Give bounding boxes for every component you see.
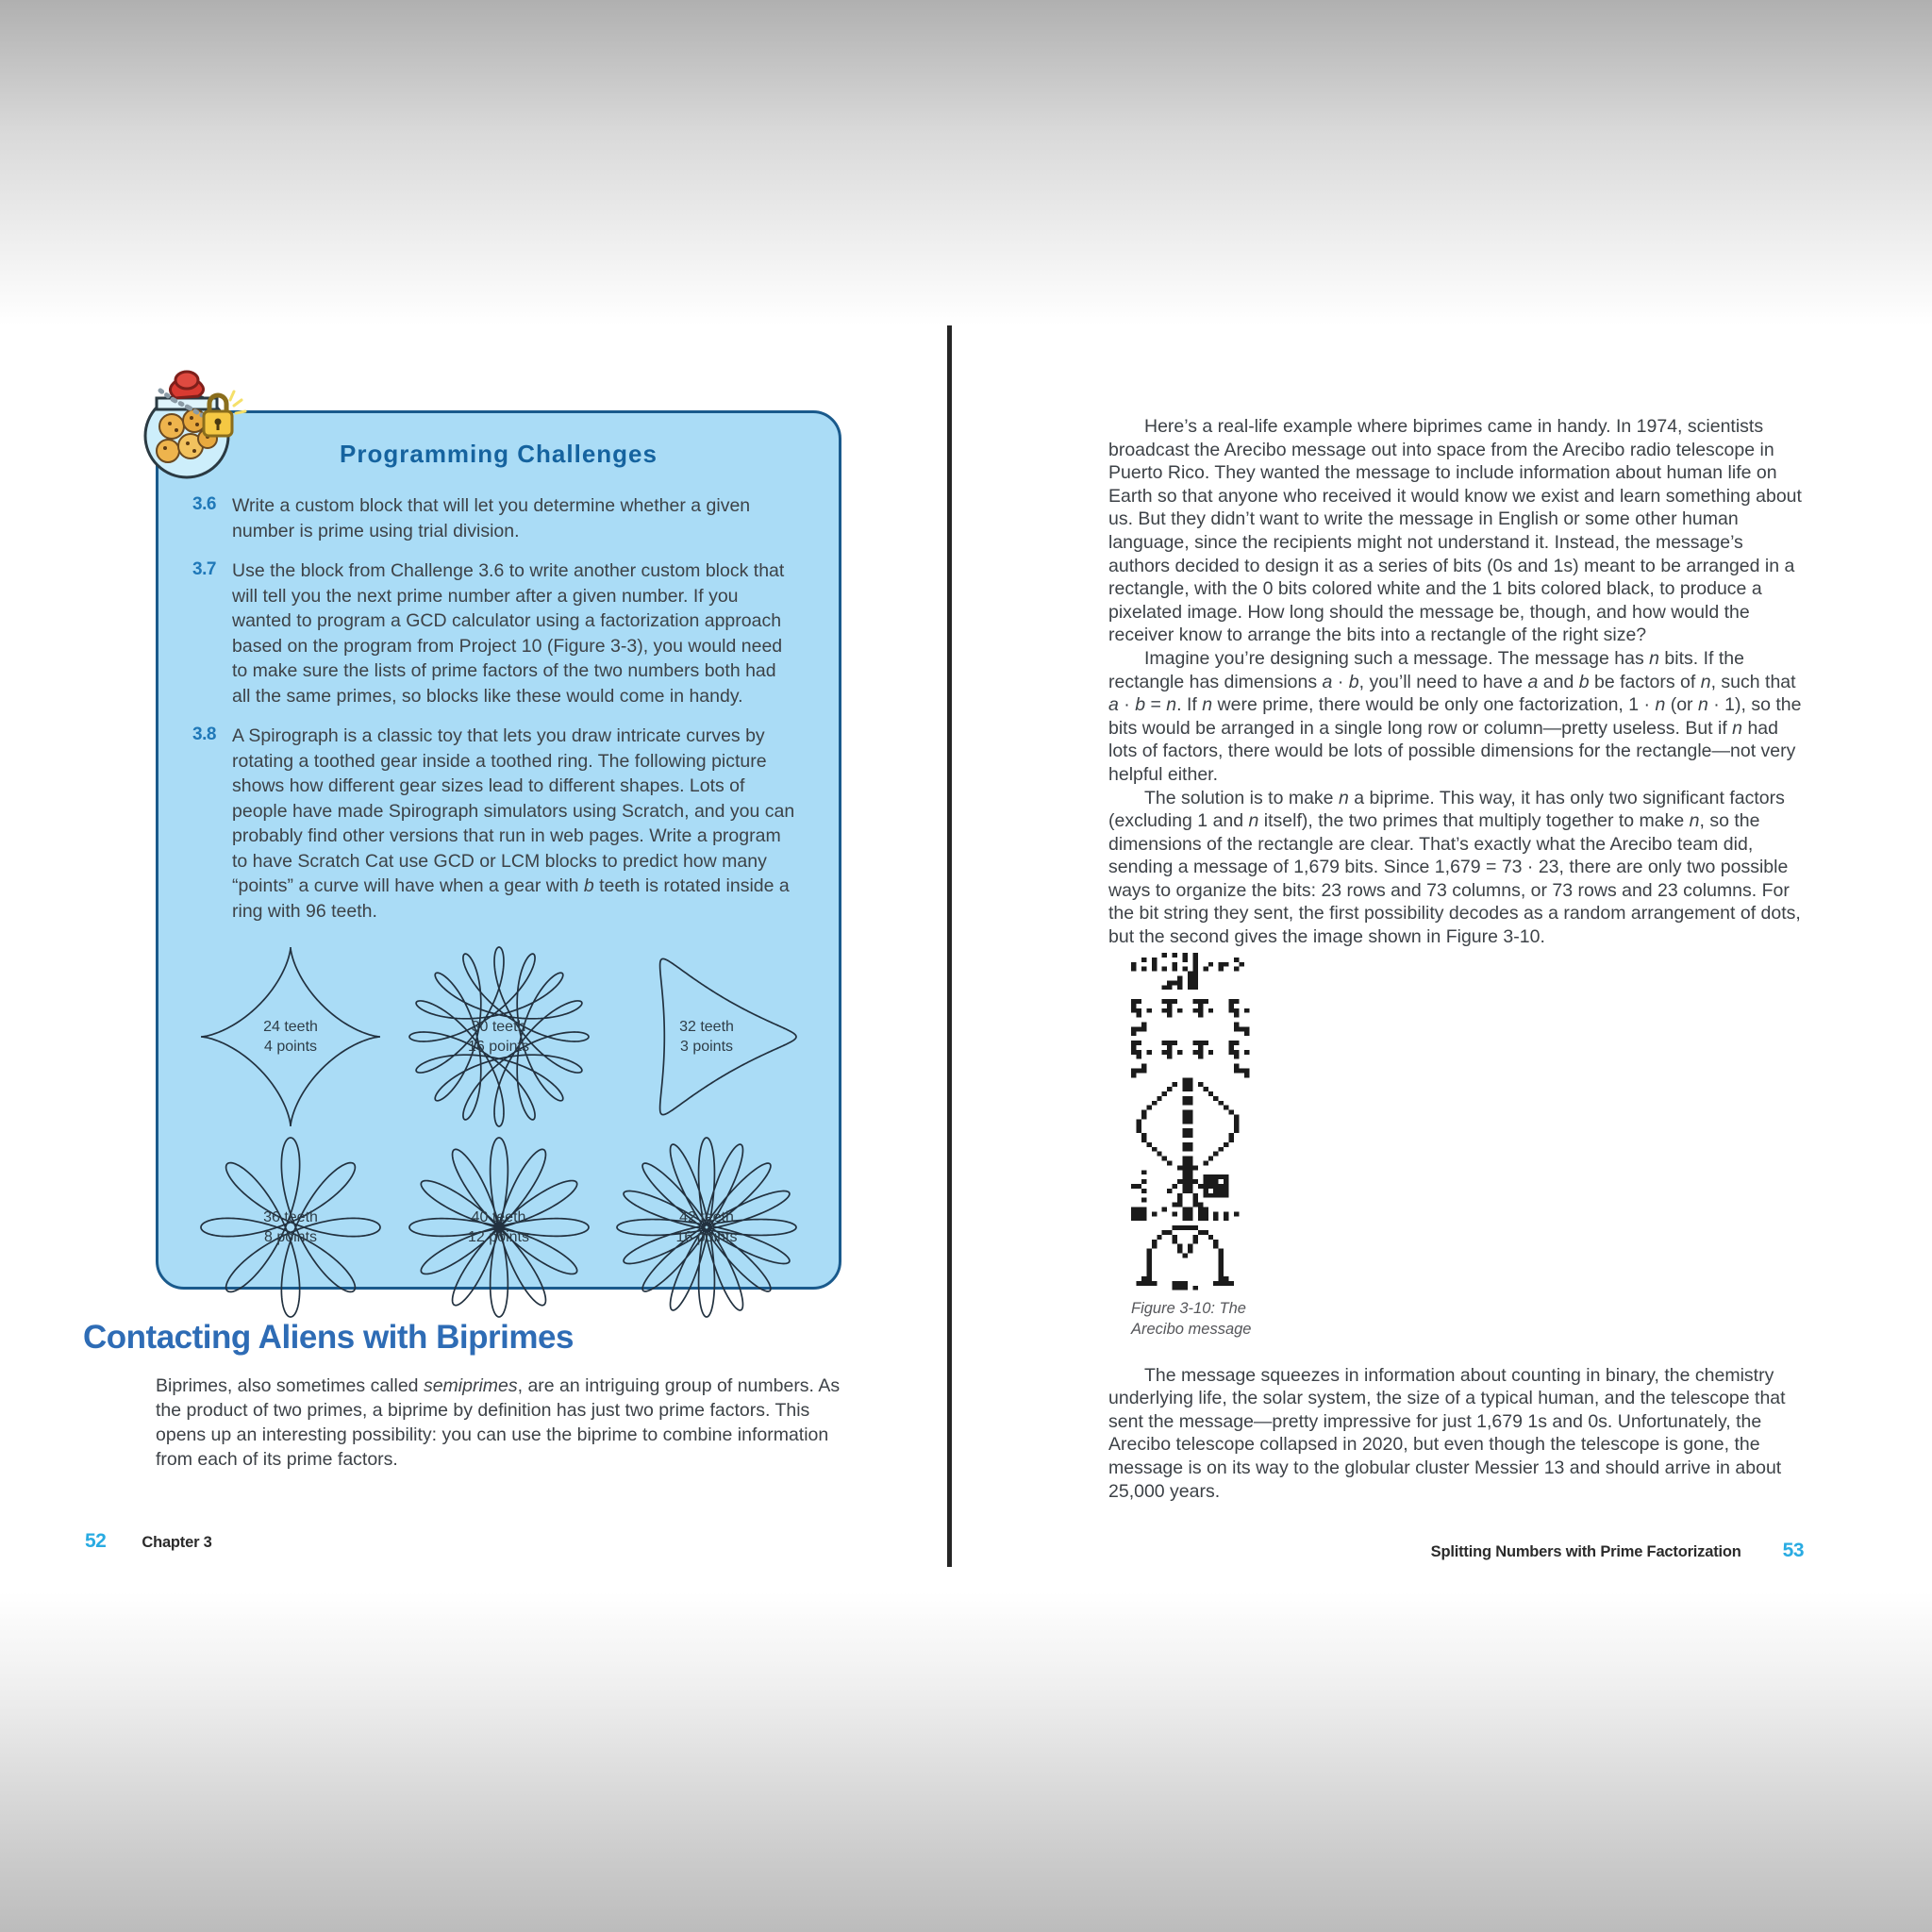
arecibo-message-figure: [1131, 953, 1250, 1291]
challenge-item-37: [192, 558, 810, 708]
challenge-item-36: [192, 493, 810, 543]
spirograph-figure: [399, 944, 599, 1129]
cookie-jar-lock-illustration: [132, 349, 247, 479]
spirograph-label: 32 teeth 3 points: [679, 1019, 734, 1055]
spirograph-label: 36 teeth 8 points: [263, 1209, 318, 1245]
challenge-text: Use the block from Challenge 3.6 to write another custom block that will tell you the next prime number after a given number. If you wanted to program a GCD calculator using a factorization approach based on the program from Project 10 (Figure 3-3), you would need to make sure the lists of prime factors of the two numbers both had all the same primes, so blocks like these would come in handy.: [232, 560, 785, 707]
page-number: 53: [1782, 1540, 1804, 1561]
right-page-footer: [1431, 1540, 1804, 1562]
challenges-box-title: Programming Challenges: [340, 440, 658, 468]
spirograph-figure-grid: [187, 939, 810, 1325]
right-page-text-column: [1108, 415, 1807, 1503]
spirograph-figure: [191, 1135, 391, 1320]
figure-caption: Figure 3-10: The Arecibo message: [1131, 1299, 1252, 1338]
body-paragraph: The solution is to make n a biprime. This way, it has only two significant factors (excluding 1 and n itself), the two primes that multiply together to make n, so the dimensions of the rectangle are clear. That’s exactly what the Arecibo team did, sending a message of 1,679 bits. Since 1,679 = 73 · 23, there are only two possible ways to organize the bits: 23 rows and 73 columns, or 73 rows and 23 columns. For the bit string they sent, the first possibility decodes as a random arrangement of dots, but the second gives the image shown in Figure 3-10.: [1108, 787, 1801, 948]
spirograph-label: 24 teeth 4 points: [263, 1019, 318, 1055]
challenge-number: 3.6: [192, 494, 216, 514]
body-paragraph: Here’s a real-life example where biprimes came in handy. In 1974, scientists broadcast the Arecibo message out into space from the Arecibo radio telescope in Puerto Rico. They wanted the message to include information about human life on Earth so that anyone who received it would know we exist and learn something about us. But they didn’t want to write the message in English or some other human language, since the recipients might not understand it. Instead, the message’s authors decided to design it as a series of bits (0s and 1s) meant to be arranged in a rectangle, with the 0 bits colored white and the 1 bits colored black, to produce a pixelated image. How long should the message be, though, and how would the receiver know to arrange the bits into a rectangle of the right size?: [1108, 416, 1802, 646]
running-title: Splitting Numbers with Prime Factorization: [1430, 1543, 1741, 1560]
page-divider: [947, 325, 952, 1567]
spirograph-figure: [607, 944, 807, 1129]
chapter-label: Chapter 3: [142, 1534, 212, 1551]
challenge-number: 3.8: [192, 724, 216, 744]
challenge-item-38: [192, 724, 810, 924]
spirograph-figure: [191, 944, 391, 1129]
spirograph-label: 30 teeth 16 points: [468, 1019, 529, 1055]
challenge-number: 3.7: [192, 559, 216, 579]
body-paragraph: Imagine you’re designing such a message. The message has n bits. If the rectangle has dimensions a · b, you’ll need to have a and b be factors of n, such that a · b = n. If n were prime, there would be only one factorization, 1 · n (or n · 1), so the bits would be arranged in a single long row or column—pretty useless. But if n had lots of factors, there would be lots of possible dimensions for the rectangle—not very helpful either.: [1108, 647, 1802, 785]
biprimes-paragraph: Biprimes, also sometimes called semiprimes, are an intriguing group of numbers. As the product of two primes, a biprime by definition has just two prime factors. This opens up an interesting possibility: you can use the biprime to combine information from each of its prime factors.: [156, 1375, 841, 1470]
challenge-text: Write a custom block that will let you determine whether a given number is prime using trial division.: [232, 495, 751, 541]
page-number: 52: [85, 1530, 107, 1552]
spirograph-label: 42 teeth 16 points: [675, 1209, 738, 1245]
spirograph-figure: [607, 1135, 807, 1320]
spirograph-label: 40 teeth 12 points: [468, 1209, 529, 1245]
spirograph-figure: [399, 1135, 599, 1320]
programming-challenges-box: [156, 410, 841, 1290]
challenge-text: A Spirograph is a classic toy that lets you draw intricate curves by rotating a toothed gear inside a toothed ring. The following picture shows how different gear sizes lead to different shapes. Lots of people have made Spirograph simulators using Scratch, and you can probably find other versions that run in web pages. Write a program to have Scratch Cat use GCD or LCM blocks to predict how many “points” a curve will have when a gear with b teeth is rotated inside a ring with 96 teeth.: [232, 725, 795, 922]
section-heading: Contacting Aliens with Biprimes: [83, 1319, 574, 1356]
left-page-footer: [85, 1530, 212, 1553]
body-paragraph: The message squeezes in information about counting in binary, the chemistry underlying life, the solar system, the size of a typical human, and the telescope that sent the message—pretty impressive for just 1,679 1s and 0s. Unfortunately, the Arecibo telescope collapsed in 2020, but even though the telescope is gone, the message is on its way to the globular cluster Messier 13 and should arrive in about 25,000 years.: [1108, 1364, 1786, 1502]
